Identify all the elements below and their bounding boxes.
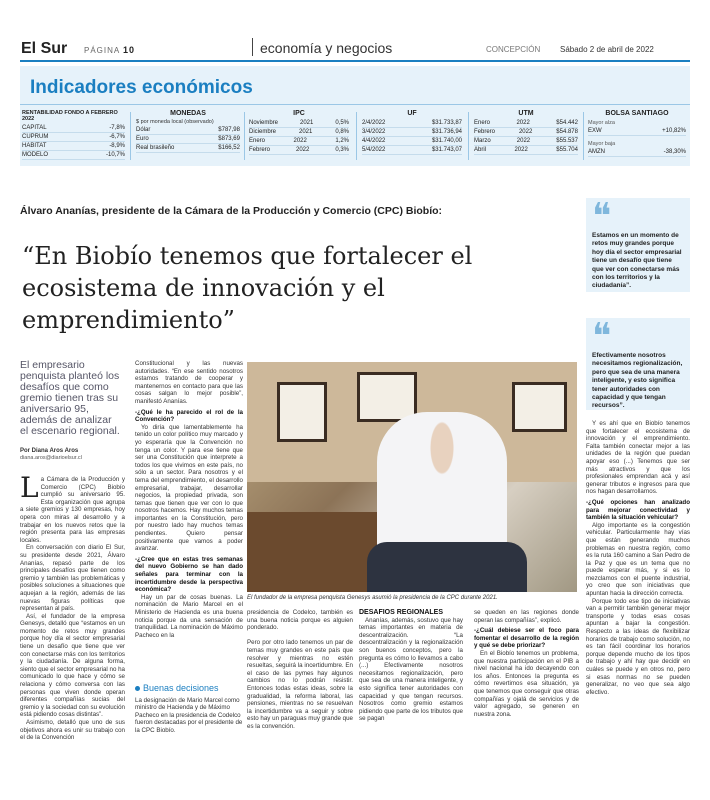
page-indicator <box>84 45 135 55</box>
monedas-cell: $166,52 <box>218 145 240 151</box>
drop-cap: L <box>20 476 39 504</box>
interview-question: -¿Qué opciones han analizado para mejorar conectividad y también la situación vehicular? <box>586 498 690 522</box>
utm-cell: Marzo <box>474 138 491 144</box>
paragraph: Porque todo ese tipo de iniciativas van a permitir también generar mejor transporte y todas esas cosas apuntan a bajar la congestión. Respecto a las ideas de flexibilizar horarios de trabajo como solución, no es tan fácil coordinar los horarios porque depende mucho de los tipos de trabajo y ahí hay que decidir en cuáles se puede y en otros no, pero si esas normas no se pueden generalizar, no veo que sea algo efectivo. <box>586 597 690 696</box>
article-photo <box>247 362 577 592</box>
monedas-table <box>136 110 240 153</box>
photo-caption: El fundador de la empresa penquista Genesys asumió la presidencia de la CPC durante 2021. <box>247 595 498 601</box>
article-column-4 <box>359 609 463 794</box>
interview-question: -¿Qué le ha parecido el rol de la Convención? <box>135 408 243 424</box>
indicators-divider <box>583 112 584 160</box>
monedas-heading: MONEDAS <box>170 110 206 117</box>
mayor-alza-value: +10,82% <box>662 128 686 134</box>
afp-heading: RENTABILIDAD FONDO A FEBRERO 2022 <box>22 110 118 122</box>
paragraph: Asimismo, detalló que uno de sus objetivos ahora es unir su trabajo con el de la Convención <box>20 719 125 742</box>
monedas-row <box>136 126 240 135</box>
ipc-heading: IPC <box>293 110 305 117</box>
uf-cell: 3/4/2022 <box>362 129 386 135</box>
header-rule <box>20 60 690 62</box>
ipc-cell: 0,5% <box>335 120 349 126</box>
uf-cell: $31.733,87 <box>431 120 462 126</box>
mayor-baja-row <box>588 148 686 157</box>
afp-row <box>22 151 125 160</box>
paragraph: Y es ahí que en Biobío tenemos que fortalecer el ecosistema de innovación y el emprendimiento. Falta también conectar mejor a las unidades de la región que puedan apoyar eso (...) Tenemos que ser más atractivos y que los profesionales emprendan acá y así generar tributos e ingresos para que nos hagan desarrollarnos. <box>586 420 690 496</box>
pull-quote-2 <box>586 318 690 410</box>
uf-table <box>362 110 462 155</box>
uf-heading: UF <box>407 110 417 117</box>
mayor-baja-label: Mayor baja <box>588 141 616 147</box>
article-column-5 <box>474 609 579 794</box>
utm-cell: 2022 <box>516 138 531 144</box>
mayor-alza-label: Mayor alza <box>588 120 615 126</box>
article-column-2 <box>135 360 243 678</box>
paragraph: En el Biobío tenemos un problema, que nuestra participación en el PIB a nivel nacional ha ido decayendo con los años. Entonces la pregunta es cómo revertimos esa situación, ya que tenemos que conseguir que otras compañías y ojalá de servicios y de valor agregado, se generen en nuestra zona. <box>474 649 579 718</box>
newspaper-logo: El Sur <box>21 40 68 57</box>
mayor-baja-ticker: AMZN <box>588 149 605 155</box>
paragraph: Así, el fundador de la empresa Genesys, detalló que “estamos en un momento de retos muy grandes porque hoy día el sector empresarial tiene un desafío que tiene que ver con conectarse más con los territorios y la ciudadanía. De alguna forma, siento que el sector empresarial no ha comunicado lo que hace y cómo se relaciona y cómo conversa con las personas que viven donde operan diferentes compañías sucias del gremio y la sociedad con su evolución está pidiendo cosas distintas”. <box>20 612 125 719</box>
ipc-row <box>249 146 349 155</box>
author-email[interactable]: diana.aros@diarioelsur.cl <box>20 455 82 461</box>
paragraph: Constitucional y las nuevas autoridades. “En ese sentido nosotros estamos tratando de cooperar y mantenernos en contacto para que las cosas salgan lo mejor posible”, manifestó Ananías. <box>135 360 243 405</box>
city: CONCEPCIÓN <box>486 45 541 54</box>
mayor-alza-ticker: EXW <box>588 128 602 134</box>
uf-cell: $31.743,07 <box>431 147 462 153</box>
indicators-divider <box>356 112 357 160</box>
indicators-divider <box>468 112 469 160</box>
monedas-cell: Real brasileño <box>136 145 175 151</box>
monedas-row <box>136 144 240 153</box>
article-lead: El empresario penquista planteó los desafíos que como gremio tienen tras su aniversario 95, además de analizar el escenario regional. <box>20 359 120 437</box>
ipc-cell: 2021 <box>298 129 313 135</box>
indicators-title: Indicadores económicos <box>30 77 253 98</box>
ipc-cell: 0,8% <box>335 129 349 135</box>
pull-quote-2-text: Efectivamente nosotros necesitamos regionalización, pero que sea de una manera inteligente, y esto significa tener autoridades con capacidad y que tengan recursos”. <box>592 352 683 410</box>
paragraph: a Cámara de la Producción y Comercio (CPC) Biobío cumplió su aniversario 95. Esta organización que agrupa a siete gremios y 130 empresas, hoy opera con miras al desarrollo y a trabajar en los nuevos retos que la región presenta para las empresas locales. <box>20 476 125 544</box>
interview-question: -¿Cuál debiese ser el foco para fomentar el desarrollo de la región y qué se debe priorizar? <box>474 627 579 650</box>
utm-cell: 2022 <box>514 147 528 153</box>
ipc-row <box>249 137 349 146</box>
sidebar-heading-text: Buenas decisiones <box>143 683 219 693</box>
indicators-divider <box>130 112 131 160</box>
bolsa-table <box>588 110 686 157</box>
ipc-table <box>249 110 349 155</box>
ipc-cell: 2021 <box>299 120 314 126</box>
section-name: economía y negocios <box>260 40 393 56</box>
uf-cell: $31.740,00 <box>431 138 462 144</box>
afp-cell: -8,9% <box>109 143 125 149</box>
ipc-cell: 2022 <box>293 138 307 144</box>
mayor-alza-row <box>588 127 686 136</box>
uf-cell: 4/4/2022 <box>362 138 386 144</box>
utm-cell: $55.537 <box>556 138 578 144</box>
photo-subject-legs <box>367 542 527 592</box>
sidebar-heading <box>135 683 219 693</box>
utm-row <box>474 137 578 146</box>
monedas-subheading: $ por moneda local (observado) <box>136 119 214 125</box>
utm-table <box>474 110 578 155</box>
uf-row <box>362 146 462 155</box>
paragraph: En conversación con diario El Sur, su presidente desde 2021, Álvaro Ananías, repasó parte de los principales desafíos que tienen como gremio y también las problemáticas y posibles soluciones a situaciones que aquejan a la región, además de las nuevas figuras políticas que representan al país. <box>20 544 125 613</box>
utm-cell: 2022 <box>516 120 530 126</box>
article-column-3: presidencia de Codelco, también es una buena noticia porque es alguien ponderado. Pero por otro lado tenemos un par de temas muy grandes en este país que resolver y mientras no estén resueltas, seguirá la incertidumbre. En el caso de las pymes hay algunos cambios no lo podrán resistir. Entonces todas estas ideas, sobre la gradualidad, la reforma laboral, las pensiones, mientras no se resuelvan la incertidumbre va a seguir y sobre esto hay un paraguas muy grande que es la convención. <box>247 609 353 730</box>
uf-cell: 2/4/2022 <box>362 120 386 126</box>
interview-question: -¿Cree que en estas tres semanas del nuevo Gobierno se han dado señales para terminar con la incertidumbre desde la perspectiva económica? <box>135 555 243 594</box>
photo-frame <box>277 382 327 442</box>
ipc-cell: 1,2% <box>335 138 349 144</box>
paragraph: Algo importante es la congestión vehicular. Particularmente hay vías que están generando muchos problemas en nuestra región, como es la ruta 160 camino a San Pedro de la Paz y que es un tema que no puede esperar más, y si es lo mezclamos con el puente industrial, yo creo que son iniciativas que apuntan hacia la dirección correcta. <box>586 521 690 598</box>
ipc-cell: 0,3% <box>335 147 349 153</box>
utm-cell: Abril <box>474 147 487 153</box>
bullet-icon <box>135 686 140 691</box>
paragraph: se queden en las regiones donde operan las compañías”, explicó. <box>474 609 579 624</box>
utm-cell: 2022 <box>518 129 533 135</box>
issue-date: Sábado 2 de abril de 2022 <box>560 45 654 54</box>
afp-row <box>22 133 125 142</box>
utm-row <box>474 119 578 128</box>
afp-cell: -10,7% <box>105 152 125 158</box>
uf-cell: 5/4/2022 <box>362 147 386 153</box>
ipc-cell: Diciembre <box>249 129 277 135</box>
sidebar-body: La designación de Mario Marcel como ministro de Hacienda y de Máximo Pacheco en la presidencia de Codelco fueron destacadas por el presidente de la CPC Biobío. <box>135 697 243 734</box>
photo-frame <box>512 382 567 432</box>
afp-table <box>22 110 125 160</box>
paragraph: Yo diría que lamentablemente ha tenido un color político muy marcado y yo esperaría que la Convención no tenga un color. Y para ese tiene que ser una Constitución que interprete a todos los que vivimos en este país, no sólo a un sector. Para nosotros y el tema del emprendimiento, el desarrollo empresarial, trabajar, desarrollar negocios, la propiedad privada, son temas que tienen que ver con lo que nosotros hacemos. Hay muchos temas importantes en la Constitución, pero por nuestro lado hay muchos temas pendientes. Quiero pensar positivamente que vamos a poder avanzar. <box>135 423 243 553</box>
ipc-cell: 2022 <box>295 147 310 153</box>
utm-cell: Febrero <box>474 129 496 135</box>
afp-cell: -6,7% <box>109 134 125 140</box>
ipc-cell: Febrero <box>249 147 271 153</box>
pull-quote-1-text: Estamos en un momento de retos muy grandes porque hoy día el sector empresarial tiene un desafío que tiene que ver con conectarse más con los territorios y la ciudadanía”. <box>592 232 682 290</box>
ipc-row <box>249 128 349 137</box>
quote-mark-icon: ❝ <box>592 316 612 357</box>
monedas-cell: Dólar <box>136 127 151 133</box>
afp-cell: CUPRUM <box>22 134 49 140</box>
header-divider <box>252 38 253 56</box>
uf-cell: $31.736,94 <box>431 129 462 135</box>
utm-cell: $54.442 <box>556 120 578 126</box>
ipc-cell: Noviembre <box>249 120 279 126</box>
afp-row <box>22 142 125 151</box>
paragraph: Hay un par de cosas buenas. La nominación de Mario Marcel en el Ministerio de Hacienda es una buena noticia porque da una sensación de tranquilidad. La nominación de Máximo Pacheco en la <box>135 593 243 639</box>
page-number: 10 <box>123 45 136 55</box>
uf-row <box>362 137 462 146</box>
ipc-row <box>249 119 349 128</box>
afp-row <box>22 124 125 133</box>
uf-row <box>362 128 462 137</box>
article-headline: “En Biobío tenemos que fortalecer el ecosistema de innovación y el emprendimiento” <box>22 242 473 334</box>
afp-cell: CAPITAL <box>22 125 47 131</box>
uf-row <box>362 119 462 128</box>
utm-row <box>474 128 578 137</box>
monedas-cell: Euro <box>136 136 149 142</box>
afp-cell: -7,8% <box>109 125 125 131</box>
article-column-1 <box>20 476 125 792</box>
mayor-baja-value: -38,30% <box>663 149 686 155</box>
article-column-6 <box>586 420 690 794</box>
utm-heading: UTM <box>518 110 534 117</box>
utm-cell: $55.704 <box>556 147 578 153</box>
quote-mark-icon: ❝ <box>592 196 612 237</box>
article-kicker: Álvaro Ananías, presidente de la Cámara de la Producción y Comercio (CPC) Biobío: <box>20 205 443 217</box>
byline: Por Diana Aros Aros <box>20 448 79 454</box>
indicators-rule <box>20 104 690 105</box>
monedas-row <box>136 135 240 144</box>
bolsa-heading: BOLSA SANTIAGO <box>605 110 669 117</box>
utm-cell: $54.878 <box>556 129 578 135</box>
afp-cell: HABITAT <box>22 143 47 149</box>
monedas-cell: $873,69 <box>218 136 240 142</box>
monedas-cell: $787,98 <box>218 127 240 133</box>
section-heading: DESAFÍOS REGIONALES <box>359 609 444 616</box>
utm-row <box>474 146 578 155</box>
utm-cell: Enero <box>474 120 491 126</box>
pull-quote-1 <box>586 198 690 292</box>
paragraph: Ananías, además, sostuvo que hay temas importantes en materia de descentralización. “La descentralización y la regionalización son buenos conceptos, pero la pregunta es cómo lo llevamos a cabo (...) Efectivamente nosotros necesitamos regionalización, pero que sea de una manera inteligente, y esto significa tener autoridades con capacidad y que tengan recursos. Nosotros como gremio estamos pidiendo que parte de los tributos que se pagan <box>359 616 463 723</box>
ipc-cell: Enero <box>249 138 266 144</box>
indicators-divider <box>244 112 245 160</box>
afp-cell: MODELO <box>22 152 49 158</box>
page-label: PÁGINA <box>84 46 120 55</box>
